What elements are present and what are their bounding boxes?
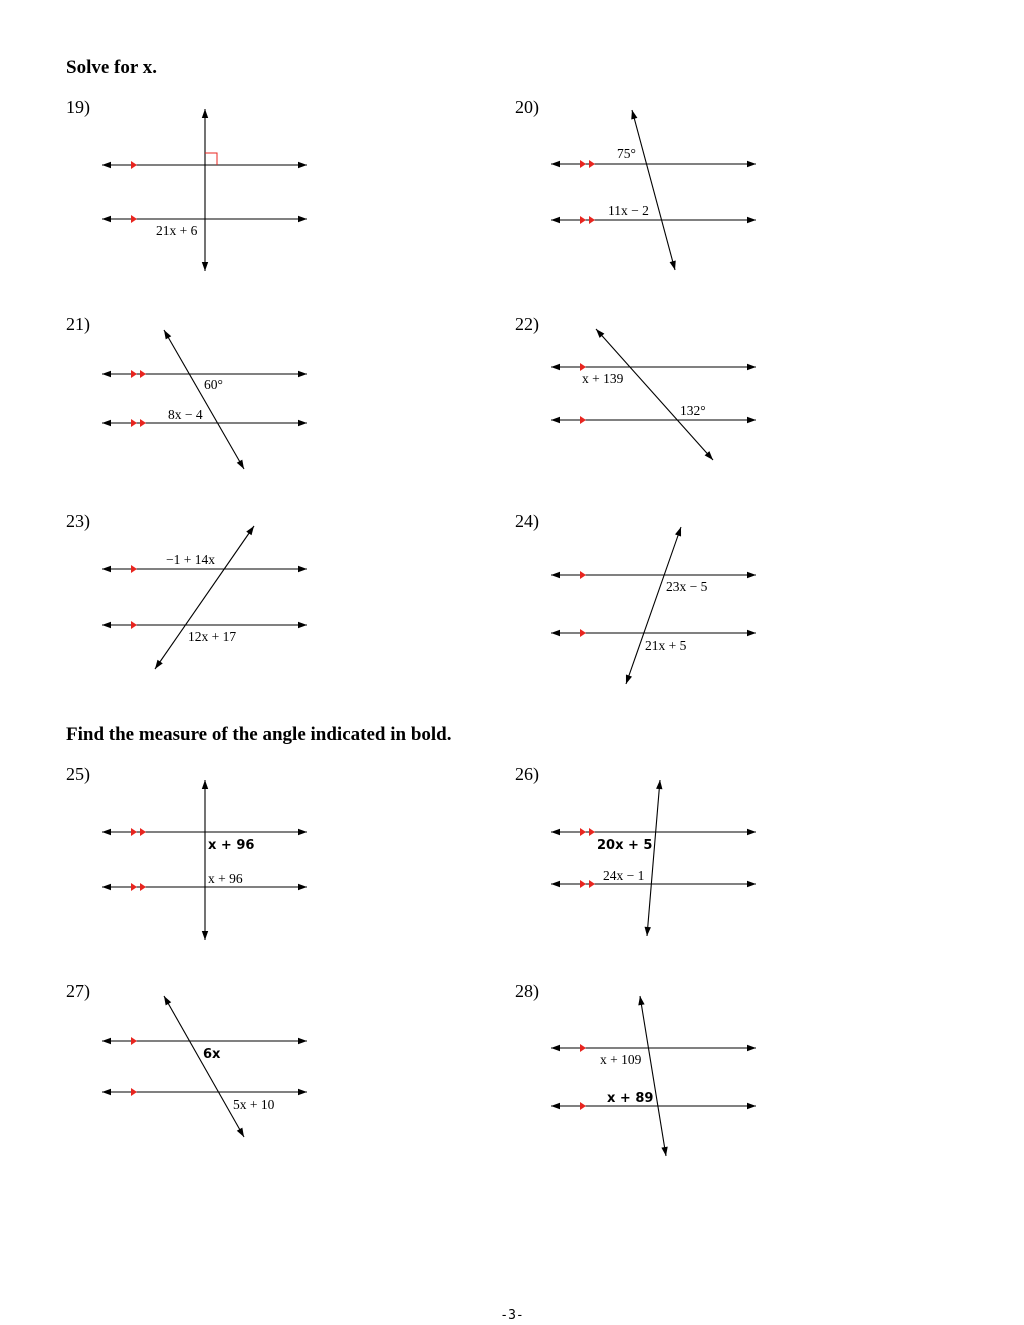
parallel-marker-triangle xyxy=(580,1102,586,1110)
section-heading-solve: Solve for x. xyxy=(66,57,157,78)
transversal xyxy=(640,996,666,1156)
arrowhead xyxy=(551,1103,560,1109)
angle-label: 132° xyxy=(680,403,706,418)
arrowhead xyxy=(747,1103,756,1109)
angle-label: 5x + 10 xyxy=(233,1097,275,1112)
bold-angle-label: 6x xyxy=(203,1047,221,1062)
angle-label: 8x − 4 xyxy=(168,407,203,422)
section-heading-bold-angle: Find the measure of the angle indicated in bold. xyxy=(66,724,452,745)
angle-label: x + 139 xyxy=(582,371,624,386)
problem-number-21: 21) xyxy=(66,314,90,334)
angle-label: 75° xyxy=(617,146,636,161)
angle-label: 60° xyxy=(204,377,223,392)
angle-label: −1 + 14x xyxy=(166,552,215,567)
parallel-marker xyxy=(580,1102,586,1110)
parallel-marker xyxy=(580,1044,586,1052)
parallel-marker-triangle xyxy=(580,1044,586,1052)
problem-number-26: 26) xyxy=(515,764,539,784)
angle-label: 23x − 5 xyxy=(666,579,708,594)
problem-number-22: 22) xyxy=(515,314,539,334)
arrowhead xyxy=(747,1045,756,1051)
problem-number-19: 19) xyxy=(66,97,90,117)
angle-label: 11x − 2 xyxy=(608,203,649,218)
problem-number-25: 25) xyxy=(66,764,90,784)
arrowhead xyxy=(638,996,644,1005)
page-number: -3- xyxy=(500,1308,524,1323)
angle-label: 21x + 5 xyxy=(645,638,687,653)
angle-label: 24x − 1 xyxy=(603,868,645,883)
problem-number-27: 27) xyxy=(66,981,90,1001)
problem-number-23: 23) xyxy=(66,511,90,531)
problem-number-20: 20) xyxy=(515,97,539,117)
bold-angle-label: x + 89 xyxy=(607,1091,654,1106)
angle-label: 21x + 6 xyxy=(156,223,198,238)
problem-number-24: 24) xyxy=(515,511,539,531)
arrowhead xyxy=(551,1045,560,1051)
bold-angle-label: 20x + 5 xyxy=(597,838,653,853)
angle-label: x + 109 xyxy=(600,1052,642,1067)
problem-number-28: 28) xyxy=(515,981,539,1001)
angle-label: x + 96 xyxy=(208,871,243,886)
arrowhead xyxy=(661,1147,667,1156)
angle-label: 12x + 17 xyxy=(188,629,237,644)
bold-angle-label: x + 96 xyxy=(208,838,255,853)
